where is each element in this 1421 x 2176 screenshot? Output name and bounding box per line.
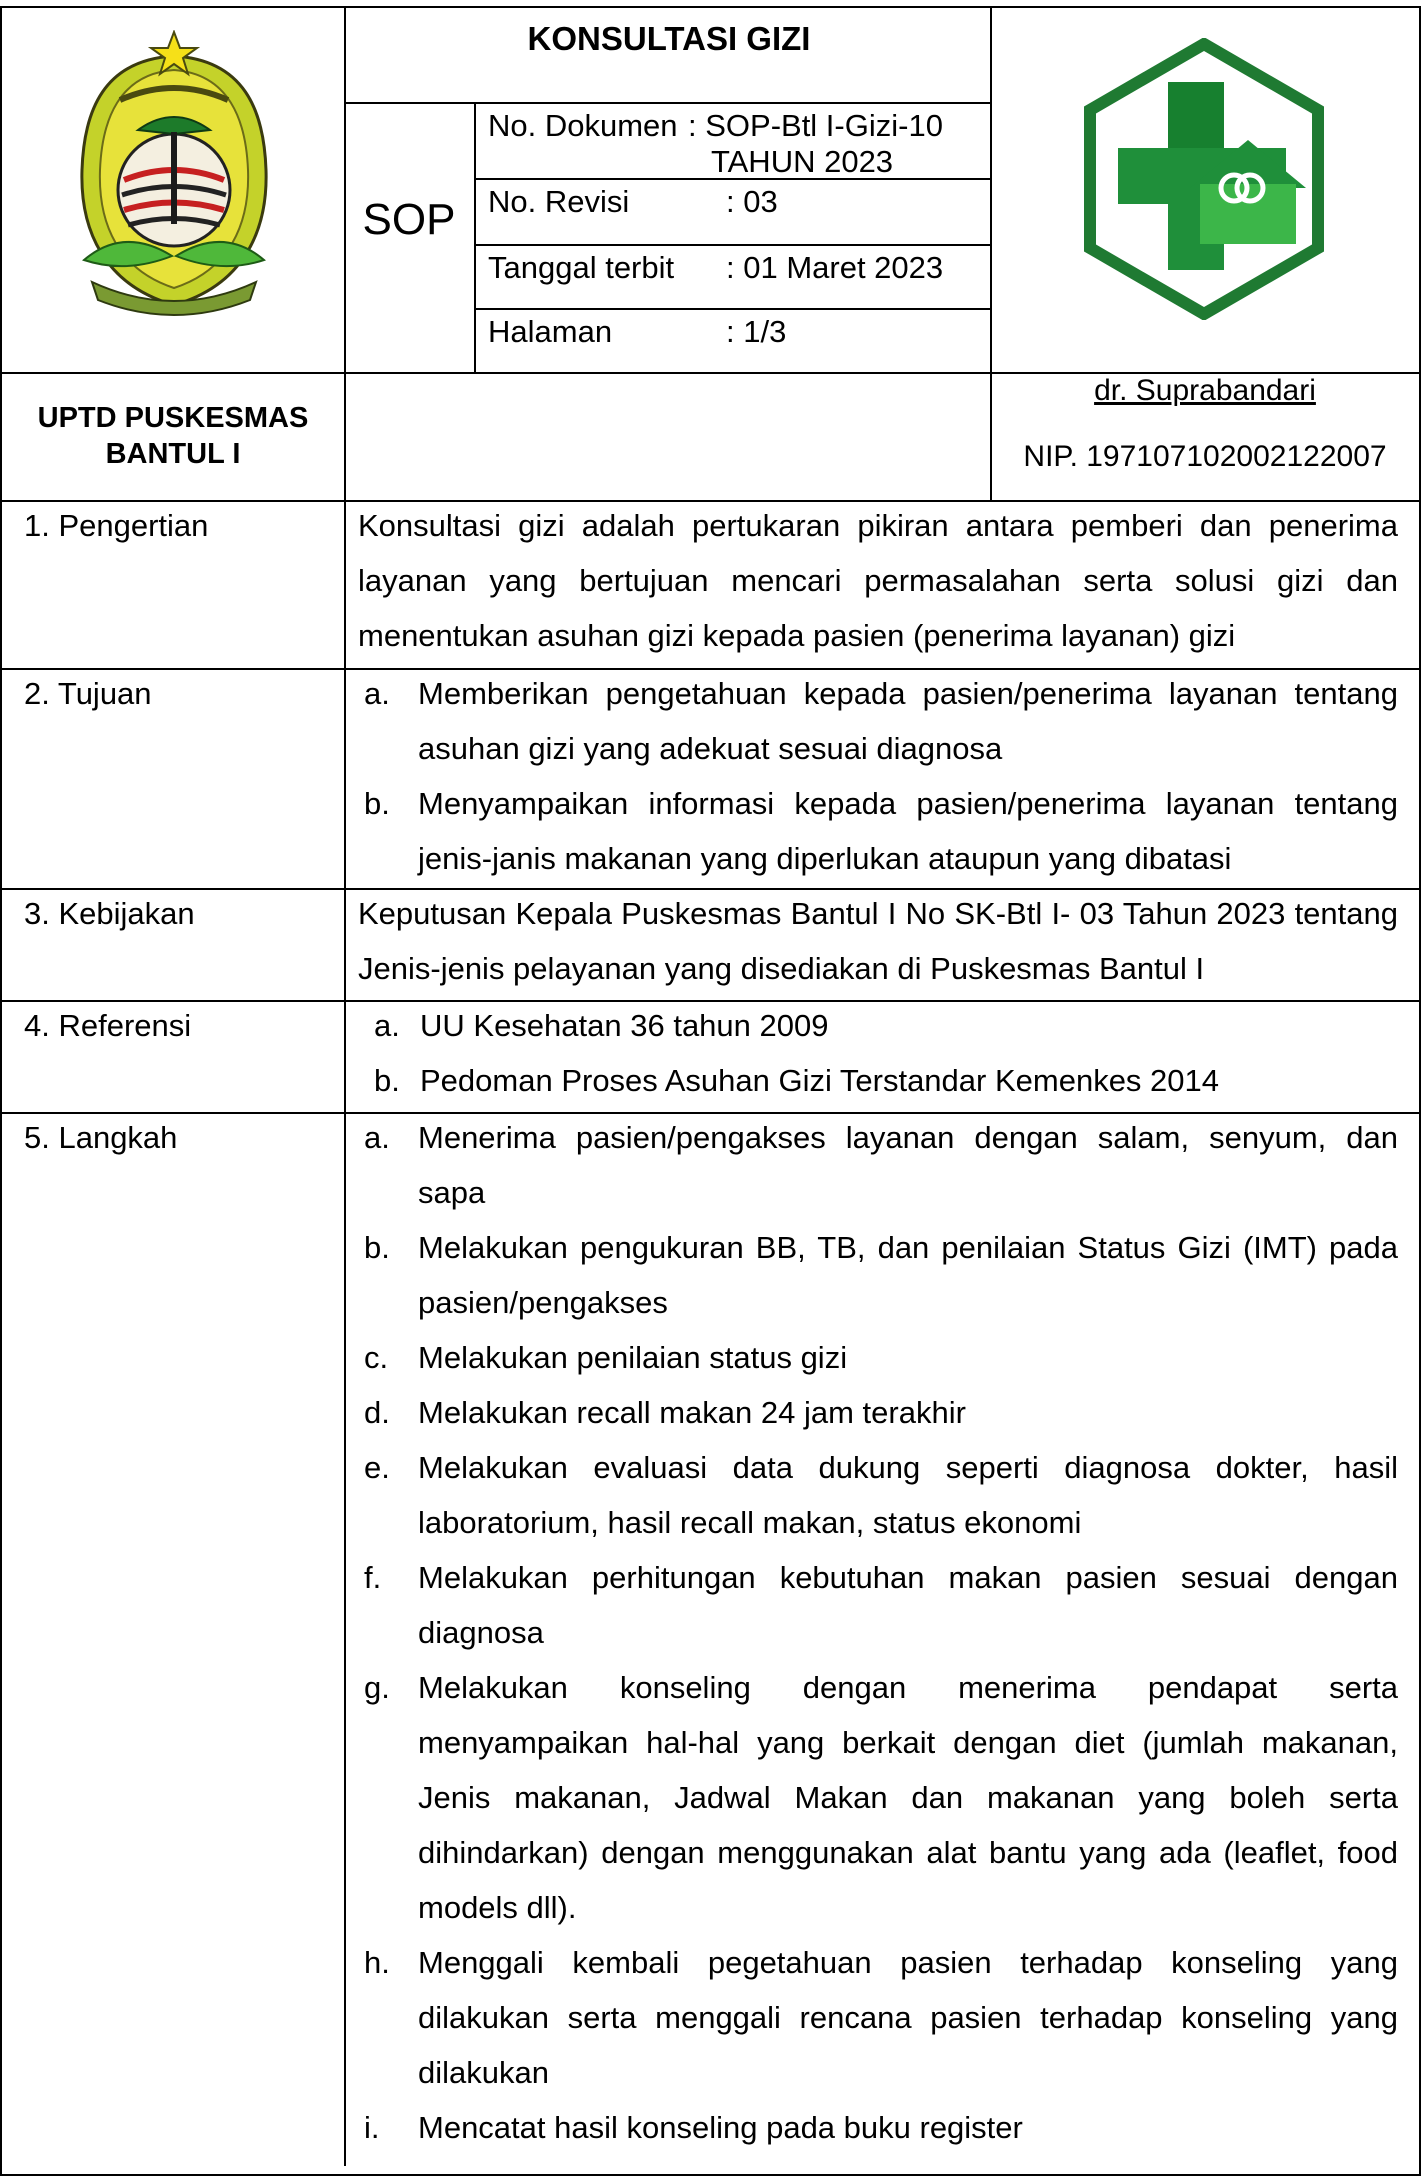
list-letter: b.	[364, 786, 390, 821]
list-text: Melakukan recall makan 24 jam terakhir	[418, 1395, 966, 1430]
signer-name: dr. Suprabandari	[1094, 374, 1316, 407]
organization-line-1: UPTD PUSKESMAS	[37, 402, 309, 434]
revision-value: : 03	[726, 184, 778, 219]
divider	[474, 308, 992, 310]
list-letter: e.	[364, 1450, 390, 1485]
doc-number-label: No. Dokumen	[488, 108, 678, 143]
list-text: Menyampaikan informasi kepada pasien/penerima layanan tentang jenis-janis makanan yang diperlukan ataupun yang dibatasi	[418, 786, 1398, 876]
list-letter: g.	[364, 1670, 390, 1705]
list-letter: b.	[364, 1230, 390, 1265]
organization-name	[2, 400, 344, 472]
list-text: Melakukan penilaian status gizi	[418, 1340, 848, 1375]
list-letter: a.	[374, 1008, 400, 1043]
page-value: : 1/3	[726, 314, 787, 349]
section-label-referensi: 4. Referensi	[24, 1008, 192, 1043]
list-letter: d.	[364, 1395, 390, 1430]
list-letter: i.	[364, 2110, 380, 2145]
section-label-kebijakan: 3. Kebijakan	[24, 896, 195, 931]
list-letter: a.	[364, 676, 390, 711]
list-letter: c.	[364, 1340, 389, 1375]
list-letter: f.	[364, 1560, 382, 1595]
list-item	[374, 1053, 1394, 1108]
document-title: KONSULTASI GIZI	[527, 20, 811, 57]
puskesmas-logo	[1080, 38, 1328, 320]
regency-emblem-logo	[64, 30, 284, 320]
list-text: Memberikan pengetahuan kepada pasien/penerima layanan tentang asuhan gizi yang adekuat sesuai diagnosa	[418, 676, 1398, 766]
list-text: Melakukan pengukuran BB, TB, dan penilaian Status Gizi (IMT) pada pasien/pengakses	[418, 1230, 1398, 1320]
section-label-pengertian: 1. Pengertian	[24, 508, 209, 543]
sop-label: SOP	[362, 195, 456, 244]
list-item	[364, 776, 1398, 886]
section-text-pengertian: Konsultasi gizi adalah pertukaran pikiran antara pemberi dan penerima layanan yang bertujuan mencari permasalahan serta solusi gizi dan menentukan asuhan gizi kepada pasien (penerima layanan) gizi	[358, 508, 1398, 653]
list-letter: h.	[364, 1945, 390, 1980]
doc-number-value: : SOP-Btl I-Gizi-10	[688, 108, 943, 143]
signer-nip: NIP. 197107102002122007	[1023, 440, 1387, 473]
list-text: Melakukan evaluasi data dukung seperti diagnosa dokter, hasil laboratorium, hasil recall makan, status ekonomi	[418, 1450, 1398, 1540]
section-label-langkah: 5. Langkah	[24, 1120, 178, 1155]
issued-date-value: : 01 Maret 2023	[726, 250, 944, 285]
divider	[990, 6, 992, 502]
list-text: Mencatat hasil konseling pada buku register	[418, 2110, 1023, 2145]
revision-label: No. Revisi	[488, 184, 630, 219]
list-text: Melakukan perhitungan kebutuhan makan pasien sesuai dengan diagnosa	[418, 1560, 1398, 1650]
divider	[474, 244, 992, 246]
list-letter: a.	[364, 1120, 390, 1155]
divider	[344, 6, 346, 2166]
issued-date-label: Tanggal terbit	[488, 250, 675, 285]
list-text: Pedoman Proses Asuhan Gizi Terstandar Kemenkes 2014	[420, 1063, 1220, 1098]
section-label-tujuan: 2. Tujuan	[24, 676, 152, 711]
list-text: Menerima pasien/pengakses layanan dengan salam, senyum, dan sapa	[418, 1120, 1398, 1210]
divider	[474, 104, 476, 374]
section-text-kebijakan: Keputusan Kepala Puskesmas Bantul I No SK-Btl I- 03 Tahun 2023 tentang Jenis-jenis pelayanan yang disediakan di Puskesmas Bantul I	[358, 896, 1398, 986]
list-letter: b.	[374, 1063, 400, 1098]
doc-number-year: TAHUN 2023	[711, 144, 894, 179]
list-item	[364, 666, 1398, 776]
list-text: UU Kesehatan 36 tahun 2009	[420, 1008, 829, 1043]
list-text: Melakukan konseling dengan menerima pendapat serta menyampaikan hal-hal yang berkait dengan diet (jumlah makanan, Jenis makanan, Jadwal Makan dan makanan yang boleh serta dihindarkan) dengan menggunakan alat bantu yang ada (leaflet, food models dll).	[418, 1670, 1398, 1925]
list-text: Menggali kembali pegetahuan pasien terhadap konseling yang dilakukan serta menggali rencana pasien terhadap konseling yang dilakukan	[418, 1945, 1398, 2090]
page-label: Halaman	[488, 314, 613, 349]
list-item	[374, 998, 1394, 1053]
organization-line-2: BANTUL I	[105, 438, 241, 470]
divider	[344, 102, 992, 104]
